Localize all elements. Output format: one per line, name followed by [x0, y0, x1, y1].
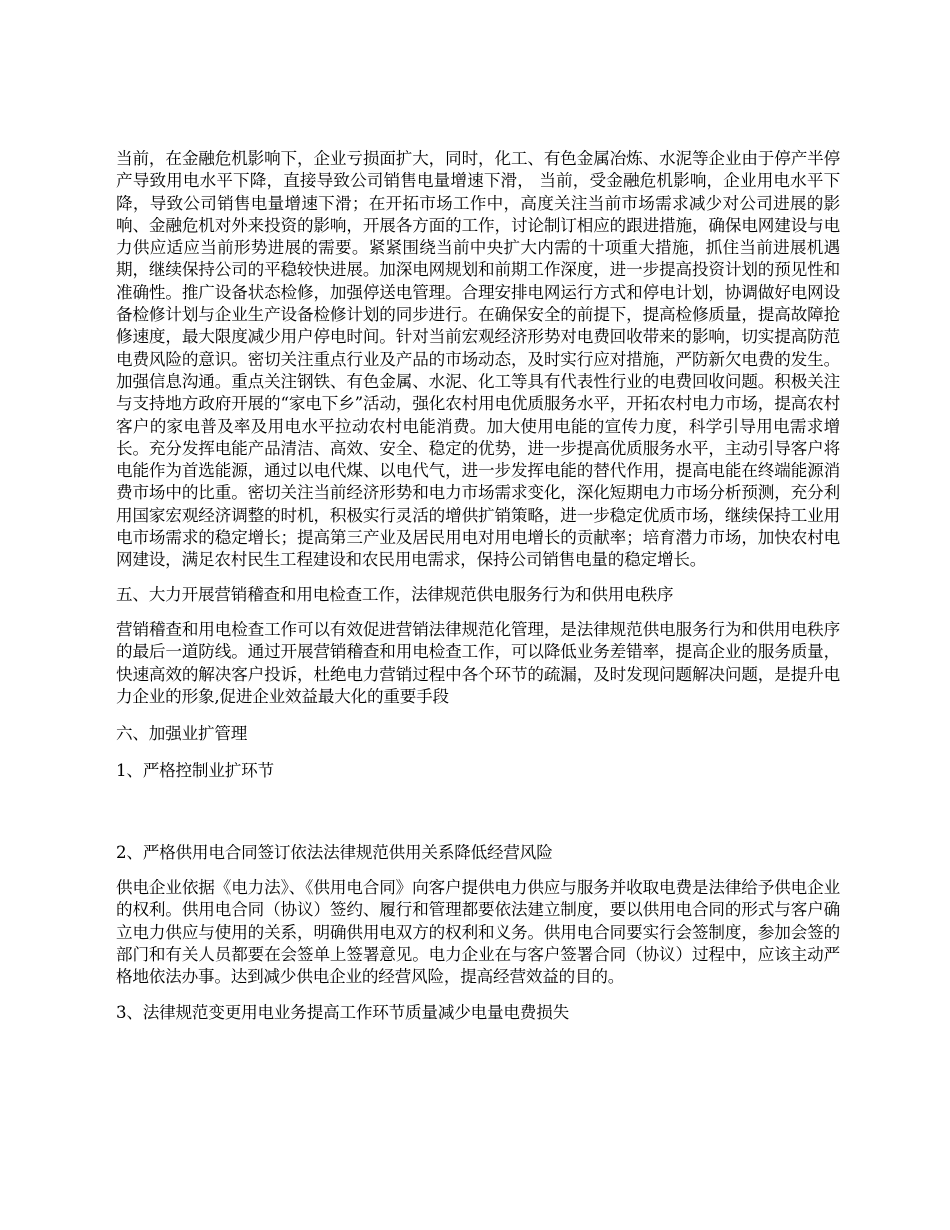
body-paragraph-market: 当前，在金融危机影响下，企业亏损面扩大，同时，化工、有色金属冶炼、水泥等企业由于停产半停产导致用电水平下降，直接导致公司销售电量增速下滑， 当前，受金融危机影响，企业用电水平下降，导致公司销售电量增速下滑；在开拓市场工作中，高度关注当前市场需求减少对公司进展的影响、金融危机对外来投资的影响，开展各方面的工作，讨论制订相应的跟进措施，确保电网建设与电力供应适应当前形势进展的需要。紧紧围绕当前中央扩大内需的十项重大措施，抓住当前进展机遇期，继续保持公司的平稳较快进展。加深电网规划和前期工作深度，进一步提高投资计划的预见性和准确性。推广设备状态检修，加强停送电管理。合理安排电网运行方式和停电计划，协调做好电网设备检修计划与企业生产设备检修计划的同步进行。在确保安全的前提下，提高检修质量，提高故障抢修速度，最大限度减少用户停电时间。针对当前宏观经济形势对电费回收带来的影响，切实提高防范电费风险的意识。密切关注重点行业及产品的市场动态，及时实行应对措施，严防新欠电费的发生。加强信息沟通。重点关注钢铁、有色金属、水泥、化工等具有代表性行业的电费回收问题。积极关注与支持地方政府开展的“家电下乡”活动，强化农村用电优质服务水平，开拓农村电力市场，提高农村客户的家电普及率及用电水平拉动农村电能消费。加大使用电能的宣传力度，科学引导用电需求增长。充分发挥电能产品清洁、高效、安全、稳定的优势，进一步提高优质服务水平，主动引导客户将电能作为首选能源，通过以电代煤、以电代气，进一步发挥电能的替代作用，提高电能在终端能源消费市场中的比重。密切关注当前经济形势和电力市场需求变化，深化短期电力市场分析预测，充分利用国家宏观经济调整的时机，积极实行灵活的增供扩销策略，进一步稳定优质市场，继续保持工业用电市场需求的稳定增长；提高第三产业及居民用电对用电增长的贡献率；培育潜力市场，加快农村电网建设，满足农村民生工程建设和农民用电需求，保持公司销售电量的稳定增长。 [116, 149, 840, 570]
section-heading-5: 五、大力开展营销稽查和用电检查工作，法律规范供电服务行为和供用电秩序 [116, 584, 674, 604]
subheading-6-2: 2、严格供用电合同签订依法法律规范供用关系降低经营风险 [116, 842, 553, 862]
section-heading-6: 六、加强业扩管理 [116, 724, 248, 744]
document-page [116, 148, 840, 1024]
body-paragraph-inspection: 营销稽查和用电检查工作可以有效促进营销法律规范化管理，是法律规范供电服务行为和供用电秩序的最后一道防线。通过开展营销稽查和用电检查工作，可以降低业务差错率，提高企业的服务质量，快速高效的解决客户投诉，杜绝电力营销过程中各个环节的疏漏，及时发现问题解决问题，是提升电力企业的形象,促进企业效益最大化的重要手段 [116, 619, 840, 706]
body-paragraph-contract: 供电企业依据《电力法》、《供用电合同》向客户提供电力供应与服务并收取电费是法律给予供电企业的权利。供用电合同（协议）签约、履行和管理都要依法建立制度，要以供用电合同的形式与客户确立电力供应与使用的关系，明确供用电双方的权利和义务。供用电合同要实行会签制度，参加会签的部门和有关人员都要在会签单上签署意见。电力企业在与客户签署合同（协议）过程中，应该主动严格地依法办事。达到减少供电企业的经营风险，提高经营效益的目的。 [116, 878, 840, 987]
subheading-6-1: 1、严格控制业扩环节 [116, 761, 274, 781]
subheading-6-3: 3、法律规范变更用电业务提高工作环节质量减少电量电费损失 [116, 1002, 569, 1022]
